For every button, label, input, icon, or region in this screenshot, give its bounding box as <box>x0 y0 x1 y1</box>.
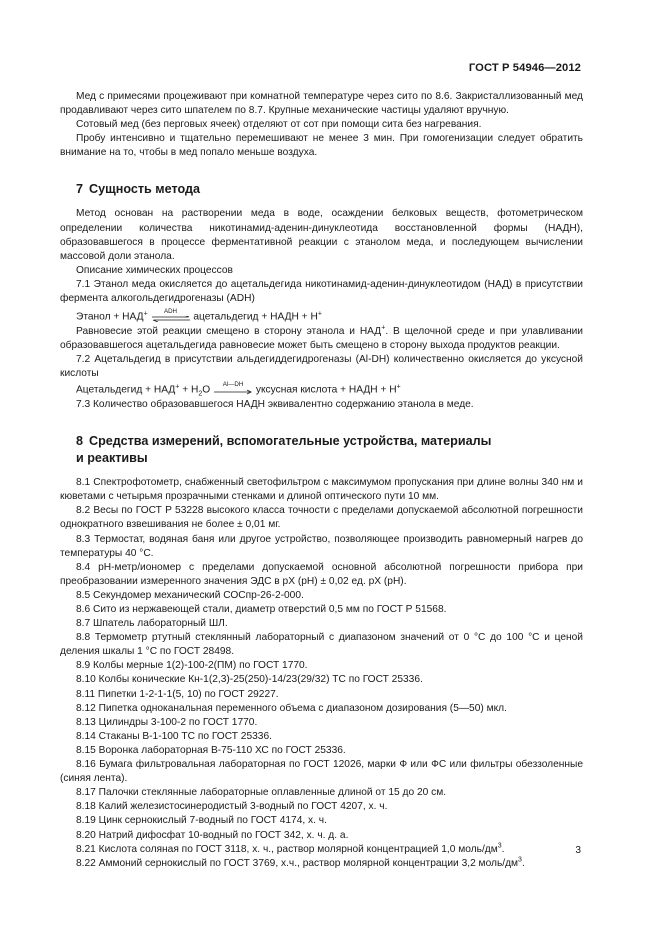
list-item: 8.10 Колбы конические Кн-1(2,3)-25(250)-14/23(29/32) ТС по ГОСТ 25336. <box>76 674 423 686</box>
list-item: 8.4 рН-метр/иономер с пределами допускаемой основной абсолютной погрешности прибора при преобразовании измеренного значения ЭДС в рХ (рН) ± 0,02 ед. рХ (рН). <box>60 561 583 587</box>
list-item: 8.3 Термостат, водяная баня или другое устройство, позволяющее производить равномерный нагрев до температуры 40 °С. <box>60 533 583 559</box>
section-title: и реактивы <box>76 451 148 466</box>
section-number: 7 <box>76 182 84 197</box>
list-item: 8.13 Цилиндры 3-100-2 по ГОСТ 1770. <box>76 716 258 728</box>
section-7-heading <box>60 181 583 197</box>
paragraph: 7.2 Ацетальдегид в присутствии альдегиддегидрогеназы (Al-DH) количественно окисляется до уксусной кислоты <box>60 354 583 380</box>
intro-paragraph: Мед с примесями процеживают при комнатной температуре через сито по 8.6. Закристаллизованный мед продавливают через сито шпателем по 8.7. Крупные механические частицы удаляют вручную. <box>60 91 583 117</box>
reversible-arrow-icon: ADH <box>152 310 190 324</box>
list-item: 8.12 Пипетка одноканальная переменного объема с диапазоном дозирования (5—50) мкл. <box>76 702 507 714</box>
equipment-list <box>60 476 583 842</box>
standard-header: ГОСТ Р 54946—2012 <box>468 62 581 74</box>
intro-paragraph: Пробу интенсивно и тщательно перемешивают не менее 3 мин. При гомогенизации следует обратить внимание на то, чтобы в мед попало меньше воздуха. <box>60 133 583 159</box>
list-item: 8.7 Шпатель лабораторный ШЛ. <box>76 618 228 630</box>
list-item: 8.9 Колбы мерные 1(2)-100-2(ПМ) по ГОСТ 1770. <box>76 660 308 672</box>
reaction-equation-2: Ацетальдегид + $НАД^+ + Н_2О$ Al—DH уксусная кислота + НАДН + Н+ <box>76 381 401 398</box>
reaction-equation-1: Этанол + НАД+ ADH ацетальдегид + НАДН + Н+ <box>76 308 322 323</box>
intro-paragraph: Сотовый мед (без перговых ячеек) отделяют от сот при помощи сита без нагревания. <box>76 119 482 131</box>
list-item: 8.20 Натрий дифосфат 10-водный по ГОСТ 342, х. ч. д. а. <box>76 829 349 841</box>
list-item: 8.1 Спектрофотометр, снабженный светофильтром с максимумом пропускания при длине волны 340 нм и кюветами с четырьмя прозрачными стенками и длиной оптического пути 10 мм. <box>60 477 583 503</box>
section-title: Средства измерений, вспомогательные устройства, материалы <box>89 434 492 449</box>
list-item: 8.17 Палочки стеклянные лабораторные оплавленные длиной от 15 до 20 см. <box>76 787 447 799</box>
paragraph: 7.1 Этанол меда окисляется до ацетальдегида никотинамид-аденин-динуклеотидом (НАД) в присутствии фермента алкогольдегидрогеназы (ADH) <box>60 278 583 305</box>
paragraph: Метод основан на растворении меда в воде, осаждении белковых веществ, фотометрическом определении количества никотинамид-аденин-динуклеотида восстановленной формы (НАДН), образовавшегося в процессе ферментативной реакции с этанолом меда, и последующем вычислении массовой доли этанола. <box>60 208 583 262</box>
paragraph: Описание химических процессов <box>76 264 233 276</box>
list-item: 8.16 Бумага фильтровальная лабораторная по ГОСТ 12026, марки Ф или ФС или фильтры обеззоленные (синяя лента). <box>60 759 583 785</box>
section-title: Сущность метода <box>89 182 200 197</box>
list-item: 8.8 Термометр ртутный стеклянный лабораторный с диапазоном значений от 0 °С до 100 °С и ценой деления шкалы 1 °С по ГОСТ 28498. <box>60 632 583 658</box>
paragraph: 7.3 Количество образовавшегося НАДН эквивалентно содержанию этанола в меде. <box>76 399 474 411</box>
list-item: 8.19 Цинк сернокислый 7-водный по ГОСТ 4174, х. ч. <box>76 815 327 827</box>
list-item: 8.14 Стаканы В-1-100 ТС по ГОСТ 25336. <box>76 730 272 742</box>
paragraph: Равновесие этой реакции смещено в сторону этанола и НАД+. В щелочной среде и при улавливании образовавшегося ацетальдегида равновесие может быть смещено в сторону выхода продуктов реакции. <box>60 324 583 351</box>
page-number: 3 <box>575 845 581 856</box>
list-item: 8.11 Пипетки 1-2-1-1(5, 10) по ГОСТ 29227. <box>76 688 279 700</box>
list-item: 8.15 Воронка лабораторная В-75-110 ХС по ГОСТ 25336. <box>76 744 346 756</box>
list-item: 8.6 Сито из нержавеющей стали, диаметр отверстий 0,5 мм по ГОСТ Р 51568. <box>76 604 447 615</box>
section-8-heading-cont <box>60 450 583 466</box>
list-item: 8.21 Кислота соляная по ГОСТ 3118, х. ч., раствор молярной концентрацией 1,0 моль/$дм^3$. <box>76 842 505 855</box>
section-number: 8 <box>76 434 84 449</box>
forward-arrow-icon: Al—DH <box>214 383 252 397</box>
list-item: 8.5 Секундомер механический СОСпр-26-2-000. <box>76 589 304 601</box>
section-8-heading <box>60 433 583 449</box>
page-content <box>60 90 583 871</box>
list-item: 8.18 Калий железистосинеродистый 3-водный по ГОСТ 4207, х. ч. <box>76 801 388 813</box>
list-item: 8.2 Весы по ГОСТ Р 53228 высокого класса точности с пределами допускаемой абсолютной погрешности однократного взвешивания не более ± 0,01 мг. <box>60 505 583 531</box>
list-item: 8.22 Аммоний сернокислый по ГОСТ 3769, х.ч., раствор молярной концентрации 3,2 моль/$дм^3$. <box>76 856 525 869</box>
